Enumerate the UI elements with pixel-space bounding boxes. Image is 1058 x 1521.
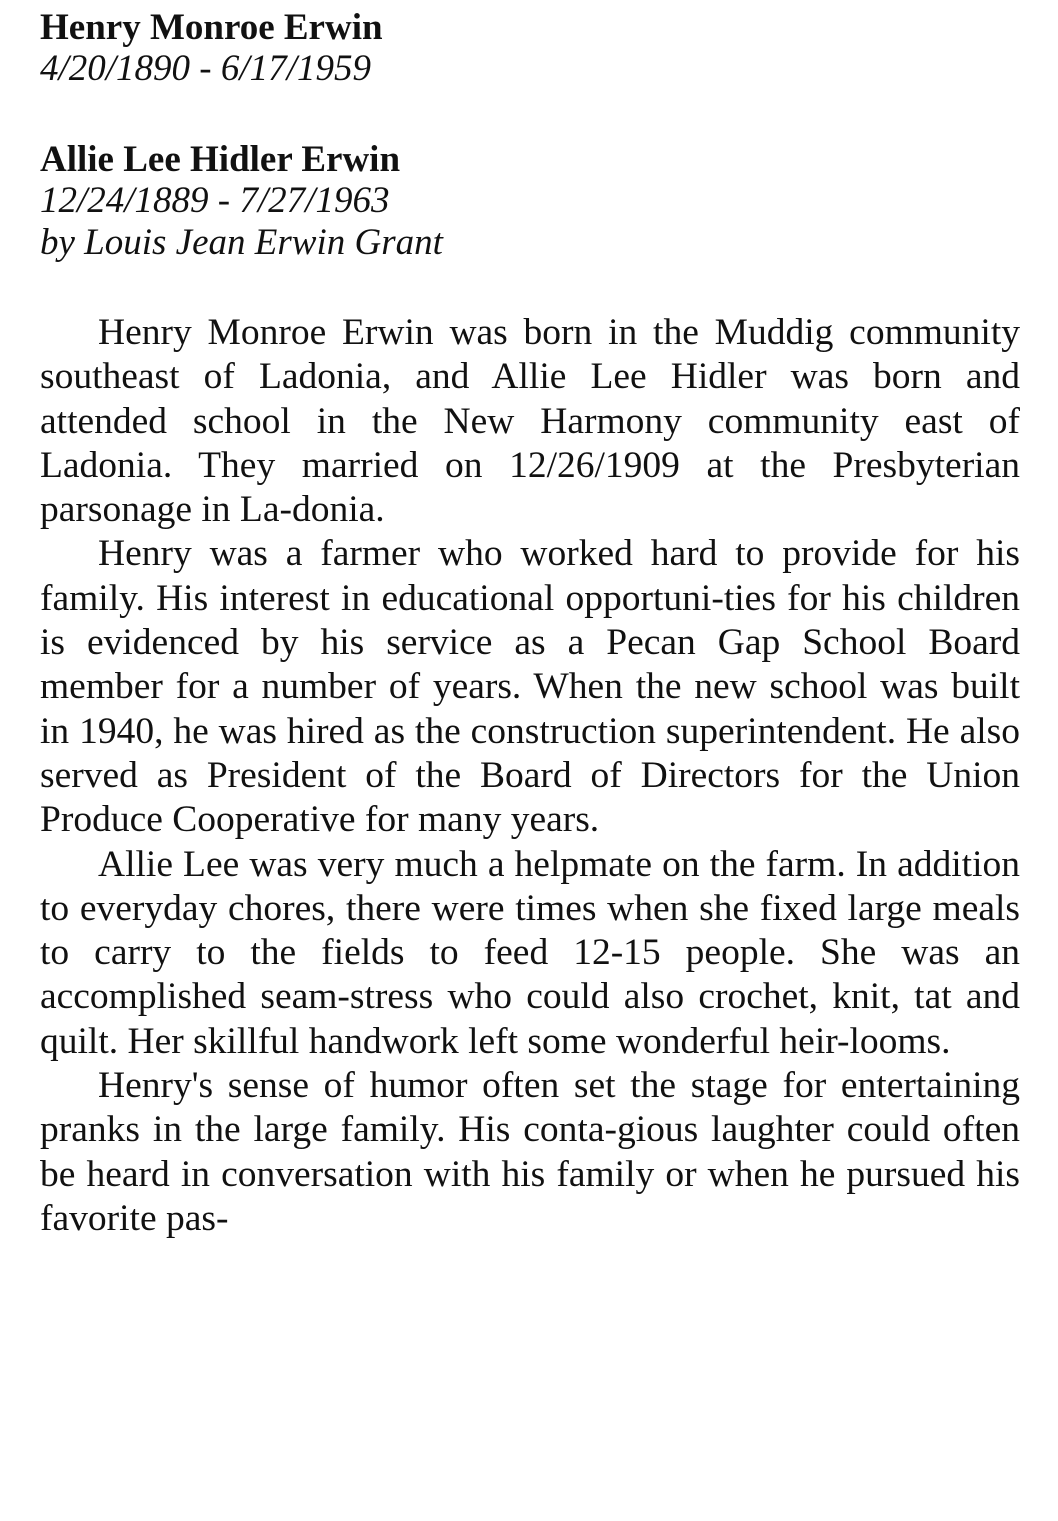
article-body bbox=[40, 311, 1020, 1241]
person-heading-henry bbox=[40, 8, 1020, 90]
person-heading-allie bbox=[40, 140, 1020, 264]
article-paragraph: Henry's sense of humor often set the stage for entertaining pranks in the large family. His conta-gious laughter could often be heard in conversation with his family or when he pursued his favorite pas- bbox=[40, 1065, 1020, 1239]
article-paragraph: Henry Monroe Erwin was born in the Muddig community southeast of Ladonia, and Allie Lee Hidler was born and attended school in the New Harmony community east of Ladonia. They married on 12/26/1909 at the Presbyterian parsonage in La-donia. bbox=[40, 312, 1020, 531]
person-dates: 12/24/1889 - 7/27/1963 bbox=[40, 180, 390, 221]
person-name: Allie Lee Hidler Erwin bbox=[40, 139, 401, 180]
person-name: Henry Monroe Erwin bbox=[40, 7, 383, 48]
author-byline: by Louis Jean Erwin Grant bbox=[40, 222, 443, 263]
person-dates: 4/20/1890 - 6/17/1959 bbox=[40, 48, 371, 89]
article-paragraph: Henry was a farmer who worked hard to provide for his family. His interest in educational opportuni-ties for his children is evidenced by his service as a Pecan Gap School Board member for a number of years. When the new school was built in 1940, he was hired as the construction superintendent. He also served as President of the Board of Directors for the Union Produce Cooperative for many years. bbox=[40, 533, 1020, 841]
article-paragraph: Allie Lee was very much a helpmate on the farm. In addition to everyday chores, there were times when she fixed large meals to carry to the fields to feed 12-15 people. She was an accomplished seam-stress who could also crochet, knit, tat and quilt. Her skillful handwork left some wonderful heir-looms. bbox=[40, 843, 1020, 1062]
